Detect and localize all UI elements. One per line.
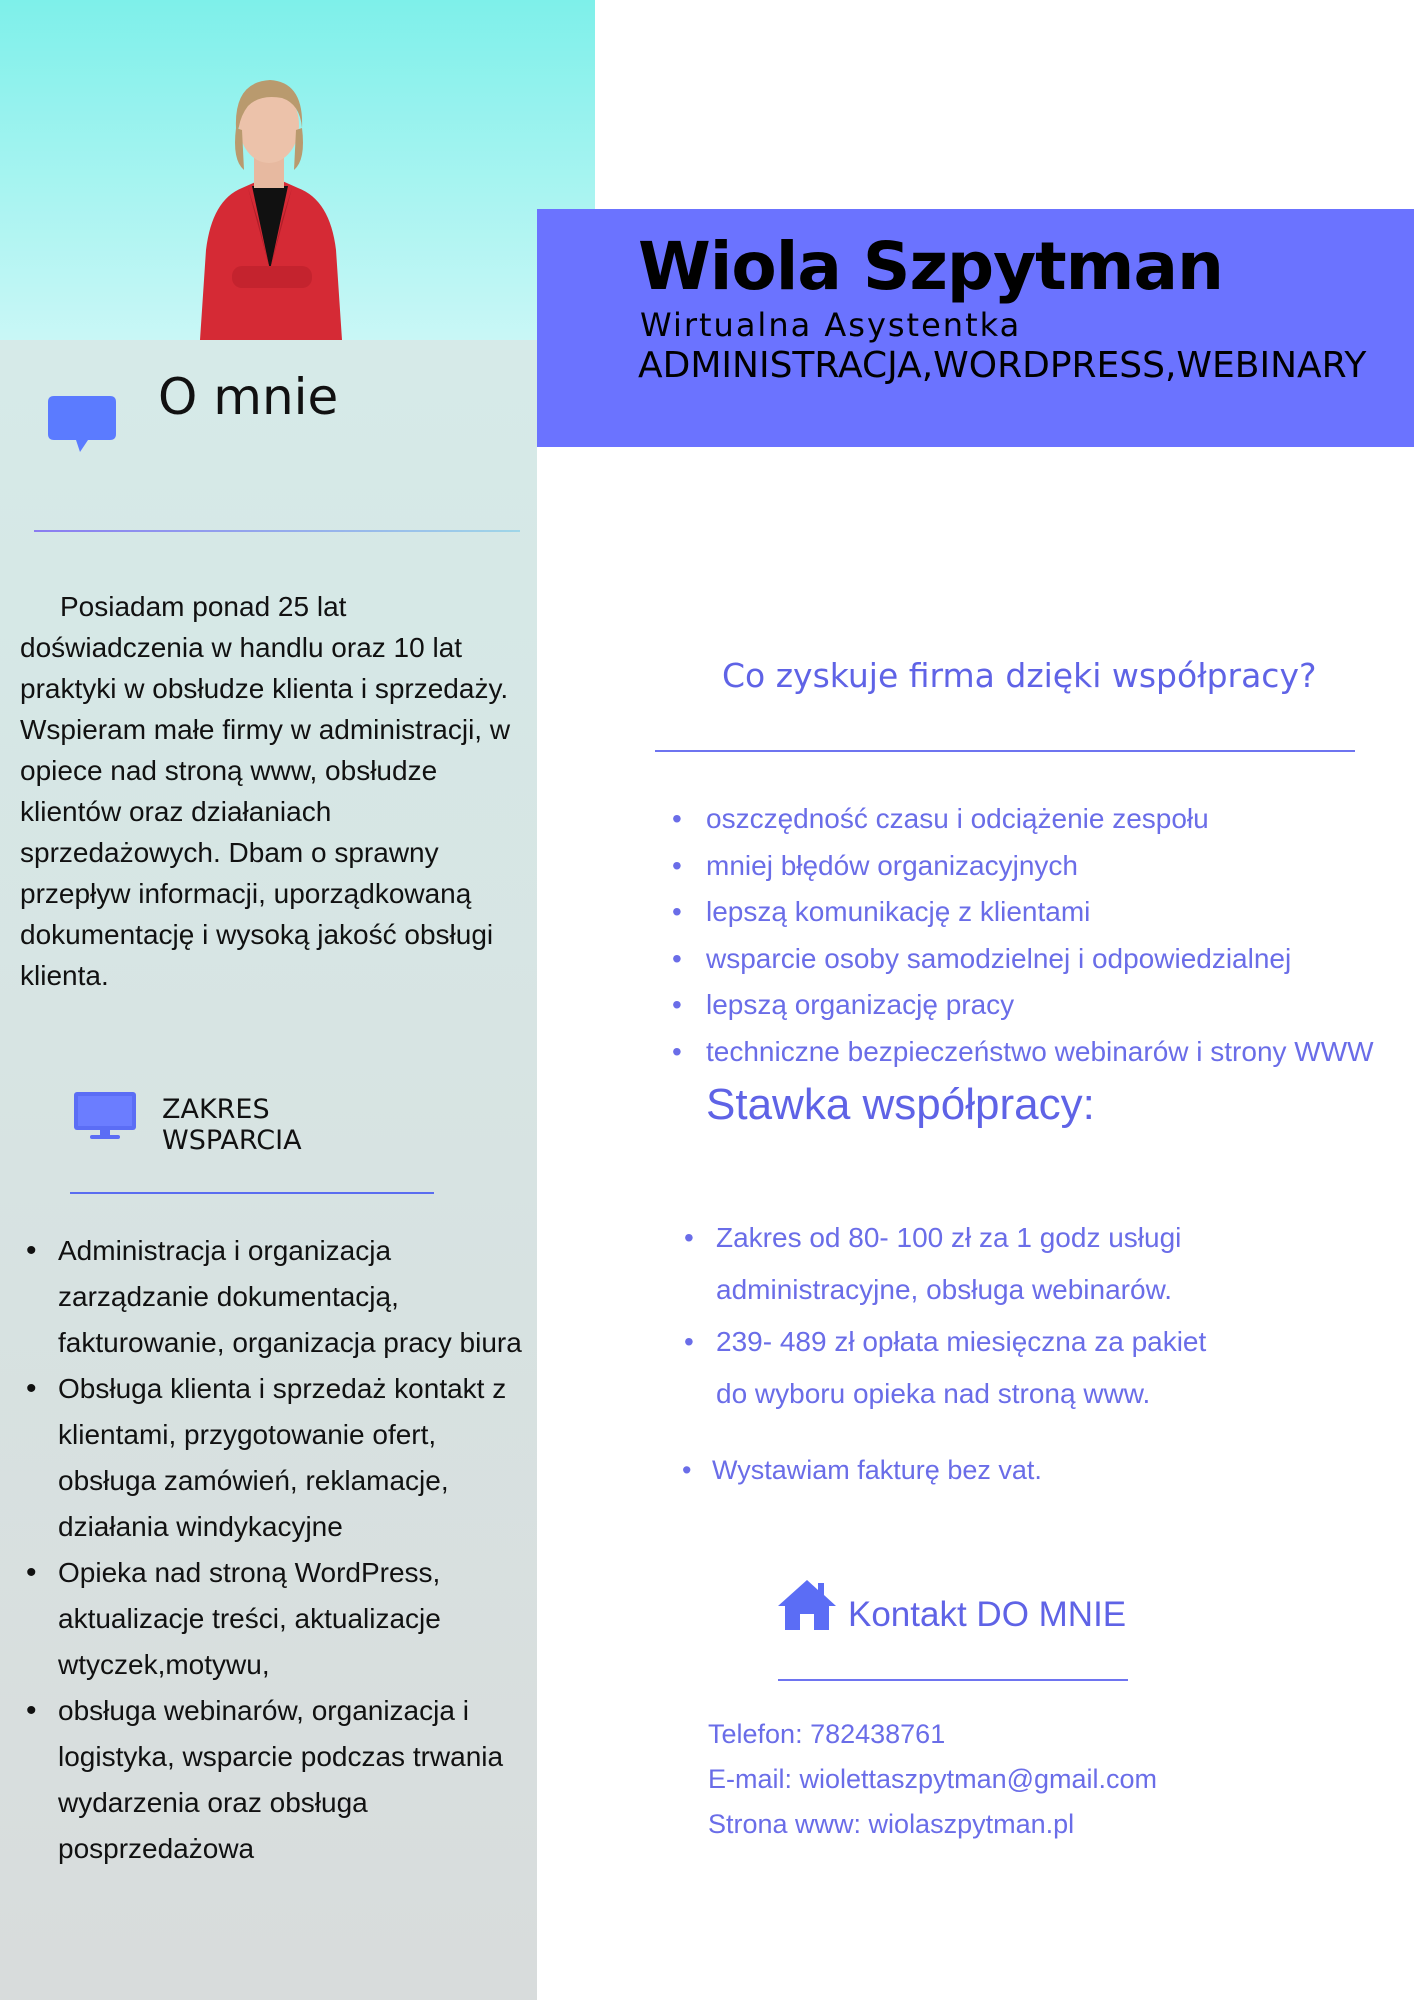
invoice-note xyxy=(682,1448,1042,1492)
about-heading: O mnie xyxy=(158,368,339,426)
about-text xyxy=(20,586,535,996)
list-item: • Opieka nad stroną WordPress, aktualizacje treści, aktualizacje wtyczek,motywu, xyxy=(20,1550,540,1688)
list-item: • techniczne bezpieczeństwo webinarów i strony WWW xyxy=(672,1029,1374,1076)
benefits-list xyxy=(672,796,1374,1075)
list-item: • Wystawiam fakturę bez vat. xyxy=(682,1448,1042,1492)
list-item: • Administracja i organizacja zarządzanie dokumentacją, fakturowanie, organizacja pracy biura xyxy=(20,1228,540,1366)
job-title: Wirtualna Asystentka xyxy=(640,306,1022,344)
website-text: Strona www: wiolaszpytman.pl xyxy=(708,1809,1075,1839)
scope-list xyxy=(20,1228,540,1872)
house-icon xyxy=(776,1578,838,1632)
chat-bubble-icon xyxy=(46,394,118,458)
list-item: • wsparcie osoby samodzielnej i odpowiedzialnej xyxy=(672,936,1374,983)
list-item: • obsługa webinarów, organizacja i logistyka, wsparcie podczas trwania wydarzenia oraz obsługa posprzedażowa xyxy=(20,1688,540,1872)
divider xyxy=(34,530,520,532)
divider xyxy=(778,1679,1128,1681)
list-item: • lepszą organizację pracy xyxy=(672,982,1374,1029)
list-item: • 239- 489 zł opłata miesięczna za pakiet do wyboru opieka nad stroną www. xyxy=(684,1316,1244,1420)
list-item: • oszczędność czasu i odciążenie zespołu xyxy=(672,796,1374,843)
profile-photo xyxy=(190,70,350,340)
contact-heading: Kontakt DO MNIE xyxy=(848,1595,1127,1634)
list-item: • Zakres od 80- 100 zł za 1 godz usługi administracyjne, obsługa webinarów. xyxy=(684,1212,1244,1316)
rate-heading: Stawka współpracy: xyxy=(706,1080,1095,1129)
rates-list xyxy=(684,1212,1244,1420)
about-paragraph: Posiadam ponad 25 lat doświadczenia w handlu oraz 10 lat praktyki w obsłudze klienta i sprzedaży. Wspieram małe firmy w administracji, w opiece nad stroną www, obsłudze klientów oraz działaniach sprzedażowych. Dbam o sprawny przepływ informacji, uporządkowaną dokumentację i wysoką jakość obsługi klienta. xyxy=(20,591,511,991)
services-line: ADMINISTRACJA,WORDPRESS,WEBINARY xyxy=(638,345,1367,386)
phone-text: Telefon: 782438761 xyxy=(708,1719,946,1749)
list-item: • mniej błędów organizacyjnych xyxy=(672,843,1374,890)
email-text: E-mail: wiolettaszpytman@gmail.com xyxy=(708,1764,1158,1794)
divider xyxy=(655,750,1355,752)
list-item: • lepszą komunikację z klientami xyxy=(672,889,1374,936)
contact-details xyxy=(708,1712,1157,1847)
monitor-icon xyxy=(72,1090,138,1140)
list-item: • Obsługa klienta i sprzedaż kontakt z klientami, przygotowanie ofert, obsługa zamówień, reklamacje, działania windykacyjne xyxy=(20,1366,540,1550)
divider xyxy=(70,1192,434,1194)
benefits-heading: Co zyskuje firma dzięki współpracy? xyxy=(722,656,1317,695)
scope-heading: ZAKRES WSPARCIA xyxy=(162,1094,302,1156)
person-name: Wiola Szpytman xyxy=(638,228,1223,305)
